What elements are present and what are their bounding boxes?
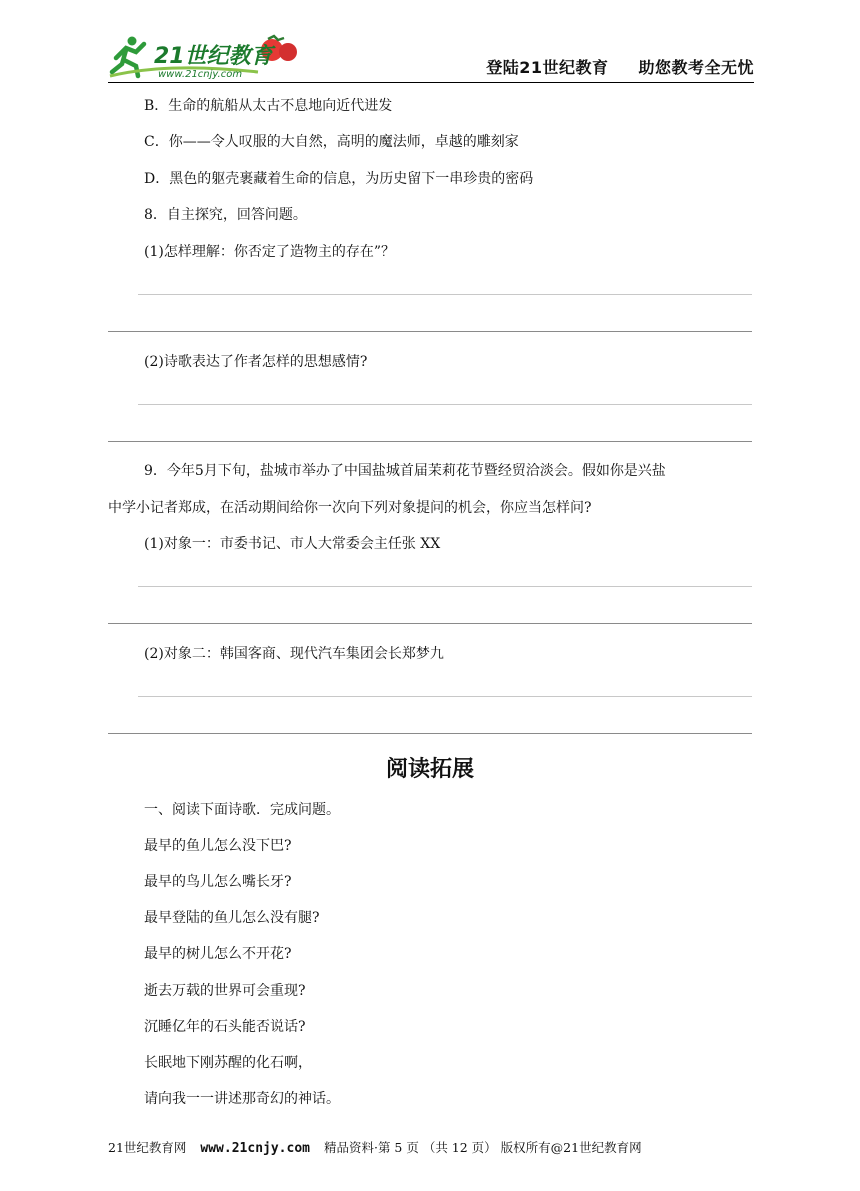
question-8: 8．自主探究，回答问题。 bbox=[144, 207, 307, 223]
site-name: 登陆21世纪教育 bbox=[486, 58, 609, 77]
reading-intro: 一、阅读下面诗歌．完成问题。 bbox=[144, 802, 340, 818]
answer-line[interactable] bbox=[108, 441, 752, 442]
poem-line: 最早的树儿怎么不开花? bbox=[144, 946, 292, 962]
question-9-line-1: 9．今年5月下旬，盐城市举办了中国盐城首届茉莉花节暨经贸洽淡会。假如你是兴盐 bbox=[144, 463, 666, 479]
question-9-part-1: (1)对象一：市委书记、市人大常委会主任张 XX bbox=[144, 536, 441, 552]
svg-text:21世纪教育: 21世纪教育 bbox=[154, 44, 273, 69]
option-c: C．你——令人叹服的大自然，高明的魔法师，卓越的雕刻家 bbox=[144, 134, 519, 150]
poem-line: 沉睡亿年的石头能否说话? bbox=[144, 1019, 306, 1035]
question-9-line-2: 中学小记者郑成，在活动期间给你一次向下列对象提问的机会，你应当怎样问? bbox=[108, 500, 592, 516]
poem-line: 最早的鸟儿怎么嘴长牙? bbox=[144, 874, 292, 890]
page-footer bbox=[108, 1140, 642, 1157]
poem-line: 请向我一一讲述那奇幻的神话。 bbox=[144, 1091, 340, 1107]
footer-site: 21世纪教育网 bbox=[108, 1140, 187, 1155]
poem-line: 最早的鱼儿怎么没下巴? bbox=[144, 838, 292, 854]
answer-line[interactable] bbox=[108, 733, 752, 734]
answer-line[interactable] bbox=[138, 294, 752, 295]
page-header bbox=[108, 28, 754, 83]
header-slogan bbox=[486, 55, 754, 78]
answer-line[interactable] bbox=[138, 696, 752, 697]
option-d: D．黑色的躯壳裹藏着生命的信息，为历史留下一串珍贵的密码 bbox=[144, 171, 534, 187]
answer-line[interactable] bbox=[108, 331, 752, 332]
question-8-part-2: (2)诗歌表达了作者怎样的思想感情? bbox=[144, 354, 368, 370]
option-b: B．生命的航船从太古不息地向近代进发 bbox=[144, 98, 393, 114]
poem-line: 逝去万载的世界可会重现? bbox=[144, 983, 306, 999]
slogan: 助您教考全无忧 bbox=[638, 58, 754, 77]
footer-url-link[interactable]: www.21cnjy.com bbox=[200, 1141, 310, 1156]
logo-21cnjy bbox=[108, 32, 308, 80]
svg-text:www.21cnjy.com: www.21cnjy.com bbox=[158, 69, 243, 80]
question-8-part-1: (1)怎样理解：你否定了造物主的存在”？ bbox=[144, 244, 395, 260]
answer-line[interactable] bbox=[138, 404, 752, 405]
poem-line: 长眠地下刚苏醒的化石啊， bbox=[144, 1055, 312, 1071]
answer-line[interactable] bbox=[138, 586, 752, 587]
section-title: 阅读拓展 bbox=[385, 757, 474, 782]
footer-info: 精品资料·第 5 页 （共 12 页） 版权所有@21世纪教育网 bbox=[323, 1140, 642, 1155]
poem-line: 最早登陆的鱼儿怎么没有腿? bbox=[144, 910, 320, 926]
answer-line[interactable] bbox=[108, 623, 752, 624]
question-9-part-2: (2)对象二：韩国客商、现代汽车集团会长郑梦九 bbox=[144, 646, 444, 662]
